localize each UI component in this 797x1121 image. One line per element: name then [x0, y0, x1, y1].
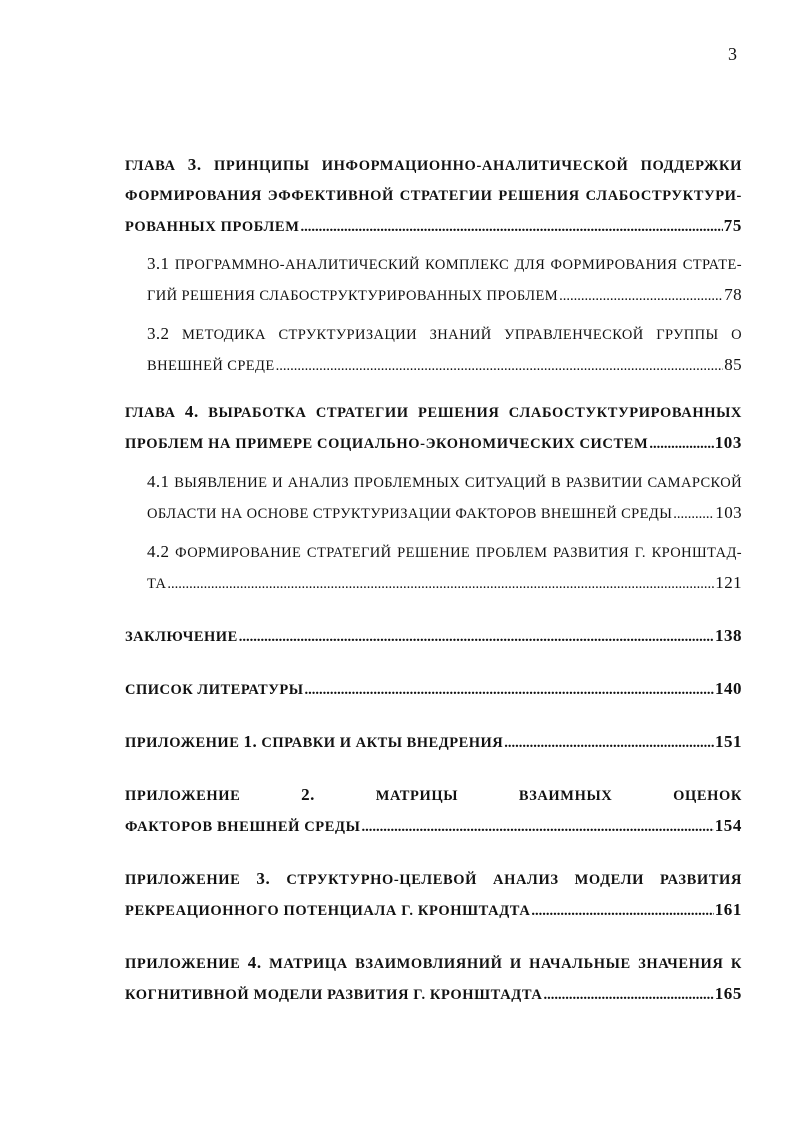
toc-appendix-4[interactable]: [125, 948, 742, 1010]
section-number: 4.1: [147, 472, 170, 491]
appendix-title-line2: ФАКТОРОВ ВНЕШНЕЙ СРЕДЫ: [125, 819, 361, 835]
dot-leader: [304, 675, 714, 705]
toc-section-4-2-line1: [147, 537, 742, 568]
toc-conclusion-leader: [125, 621, 742, 652]
appendix-title-word1: МАТРИЦЫ: [375, 788, 459, 804]
chapter-title-line2: ПРОБЛЕМ НА ПРИМЕРЕ СОЦИАЛЬНО-ЭКОНОМИЧЕСКИХ СИСТЕМ: [125, 436, 649, 452]
appendix-label: [125, 727, 503, 758]
toc-chapter-3[interactable]: [125, 150, 742, 242]
page-ref: 140: [715, 679, 742, 698]
appendix-word: ПРИЛОЖЕНИЕ: [125, 735, 240, 751]
section-number: 3.1: [147, 254, 170, 273]
section-title-line1: ПРОГРАММНО-АНАЛИТИЧЕСКИЙ КОМПЛЕКС ДЛЯ ФОРМИРОВАНИЯ СТРАТЕ-: [174, 257, 743, 273]
page-ref: 103: [714, 433, 742, 452]
appendix-title: СПРАВКИ И АКТЫ ВНЕДРЕНИЯ: [261, 735, 504, 751]
page-ref: 154: [714, 816, 742, 835]
section-number: 3.2: [147, 324, 170, 343]
toc-references-leader: [125, 674, 742, 705]
toc-appendix-4-line1: [125, 948, 742, 979]
chapter-label: ГЛАВА: [125, 158, 176, 174]
page-ref: 85: [724, 355, 742, 374]
toc-chapter-4-leader: [125, 428, 742, 459]
page-number: 3: [728, 44, 737, 64]
toc-section-3-1[interactable]: [125, 249, 742, 311]
page-ref: 138: [715, 626, 742, 645]
toc-section-3-2-leader: [147, 350, 742, 381]
dot-leader: [673, 499, 714, 529]
appendix-title-line2: РЕКРЕАЦИОННОГО ПОТЕНЦИАЛА Г. КРОНШТАДТА: [125, 903, 531, 919]
page-ref: 161: [714, 900, 742, 919]
toc-appendix-1[interactable]: [125, 727, 742, 758]
chapter-title-line2: ФОРМИРОВАНИЯ ЭФФЕКТИВНОЙ СТРАТЕГИИ РЕШЕНИЯ СЛАБОСТРУКТУРИ-: [125, 188, 742, 204]
chapter-title-line1: ВЫРАБОТКА СТРАТЕГИИ РЕШЕНИЯ СЛАБОСТУКТУРИРОВАННЫХ: [208, 405, 742, 421]
toc-section-4-2-leader: [147, 568, 742, 599]
chapter-number: 4.: [184, 402, 199, 421]
toc-section-4-1-leader: [147, 498, 742, 529]
appendix-number: 2.: [301, 785, 316, 804]
appendix-word: ПРИЛОЖЕНИЕ: [125, 872, 241, 888]
page-ref: 121: [715, 573, 742, 592]
appendix-number: 1.: [243, 732, 258, 751]
toc-section-3-1-leader: [147, 280, 742, 311]
appendix-title-word3: ОЦЕНОК: [673, 788, 742, 804]
toc-appendix-2-line1: [125, 780, 742, 811]
toc-chapter-4-line1: [125, 397, 742, 428]
dot-leader: [544, 980, 714, 1010]
appendix-title-word2: ВЗАИМНЫХ: [518, 788, 613, 804]
section-title-line1: МЕТОДИКА СТРУКТУРИЗАЦИИ ЗНАНИЙ УПРАВЛЕНЧЕСКОЙ ГРУППЫ О: [182, 327, 742, 343]
toc-appendix-3-leader: [125, 895, 742, 926]
table-of-contents: [125, 150, 742, 1010]
toc-appendix-4-leader: [125, 979, 742, 1010]
toc-chapter-4[interactable]: [125, 397, 742, 459]
appendix-number: 3.: [256, 869, 271, 888]
appendix-word: ПРИЛОЖЕНИЕ: [125, 788, 241, 804]
appendix-title-line2: КОГНИТИВНОЙ МОДЕЛИ РАЗВИТИЯ Г. КРОНШТАДТА: [125, 987, 543, 1003]
page-ref: 75: [723, 216, 742, 235]
dot-leader: [531, 896, 713, 926]
toc-references[interactable]: [125, 674, 742, 705]
toc-section-4-1-line1: [147, 467, 742, 498]
appendix-word: ПРИЛОЖЕНИЕ: [125, 956, 241, 972]
dot-leader: [276, 351, 724, 381]
toc-section-3-2[interactable]: [125, 319, 742, 381]
toc-appendix-2-leader: [125, 811, 742, 842]
chapter-number: 3.: [187, 155, 202, 174]
toc-appendix-3[interactable]: [125, 864, 742, 926]
page-ref: 165: [714, 984, 742, 1003]
page-ref: 78: [724, 285, 742, 304]
chapter-label: ГЛАВА: [125, 405, 176, 421]
section-number: 4.2: [147, 542, 170, 561]
page-ref: 151: [715, 732, 742, 751]
dot-leader: [301, 212, 723, 242]
toc-chapter-3-leader: [125, 211, 742, 242]
toc-section-4-2[interactable]: [125, 537, 742, 599]
page-ref: 103: [715, 503, 742, 522]
toc-section-4-1[interactable]: [125, 467, 742, 529]
section-title-line1: ФОРМИРОВАНИЕ СТРАТЕГИЙ РЕШЕНИЕ ПРОБЛЕМ РАЗВИТИЯ Г. КРОНШТАД-: [175, 545, 742, 561]
conclusion-title: ЗАКЛЮЧЕНИЕ: [125, 629, 238, 645]
appendix-title-line1: МАТРИЦА ВЗАИМОВЛИЯНИЙ И НАЧАЛЬНЫЕ ЗНАЧЕНИЯ К: [269, 956, 742, 972]
appendix-title-line1: СТРУКТУРНО-ЦЕЛЕВОЙ АНАЛИЗ МОДЕЛИ РАЗВИТИЯ: [286, 872, 742, 888]
toc-section-3-2-line1: [147, 319, 742, 350]
toc-section-3-1-line1: [147, 249, 742, 280]
references-title: СПИСОК ЛИТЕРАТУРЫ: [125, 682, 304, 698]
chapter-title-line1: ПРИНЦИПЫ ИНФОРМАЦИОННО-АНАЛИТИЧЕСКОЙ ПОДДЕРЖКИ: [213, 158, 742, 174]
dot-leader: [559, 281, 723, 311]
dot-leader: [239, 622, 714, 652]
toc-conclusion[interactable]: [125, 621, 742, 652]
appendix-number: 4.: [247, 953, 262, 972]
toc-appendix-3-line1: [125, 864, 742, 895]
dot-leader: [504, 728, 714, 758]
toc-appendix-1-leader: [125, 727, 742, 758]
toc-chapter-3-line1: [125, 150, 742, 181]
section-title-line2: ОБЛАСТИ НА ОСНОВЕ СТРУКТУРИЗАЦИИ ФАКТОРОВ ВНЕШНЕЙ СРЕДЫ: [147, 506, 673, 522]
dot-leader: [167, 569, 714, 599]
section-title-line2: ВНЕШНЕЙ СРЕДЕ: [147, 358, 275, 374]
section-title-line2: ГИЙ РЕШЕНИЯ СЛАБОСТРУКТУРИРОВАННЫХ ПРОБЛЕМ: [147, 288, 559, 304]
section-title-line2: ТА: [147, 576, 167, 592]
section-title-line1: ВЫЯВЛЕНИЕ И АНАЛИЗ ПРОБЛЕМНЫХ СИТУАЦИЙ В РАЗВИТИИ САМАРСКОЙ: [174, 475, 742, 491]
dot-leader: [361, 812, 713, 842]
toc-appendix-2[interactable]: [125, 780, 742, 842]
dot-leader: [649, 429, 713, 459]
chapter-title-line3: РОВАННЫХ ПРОБЛЕМ: [125, 219, 300, 235]
